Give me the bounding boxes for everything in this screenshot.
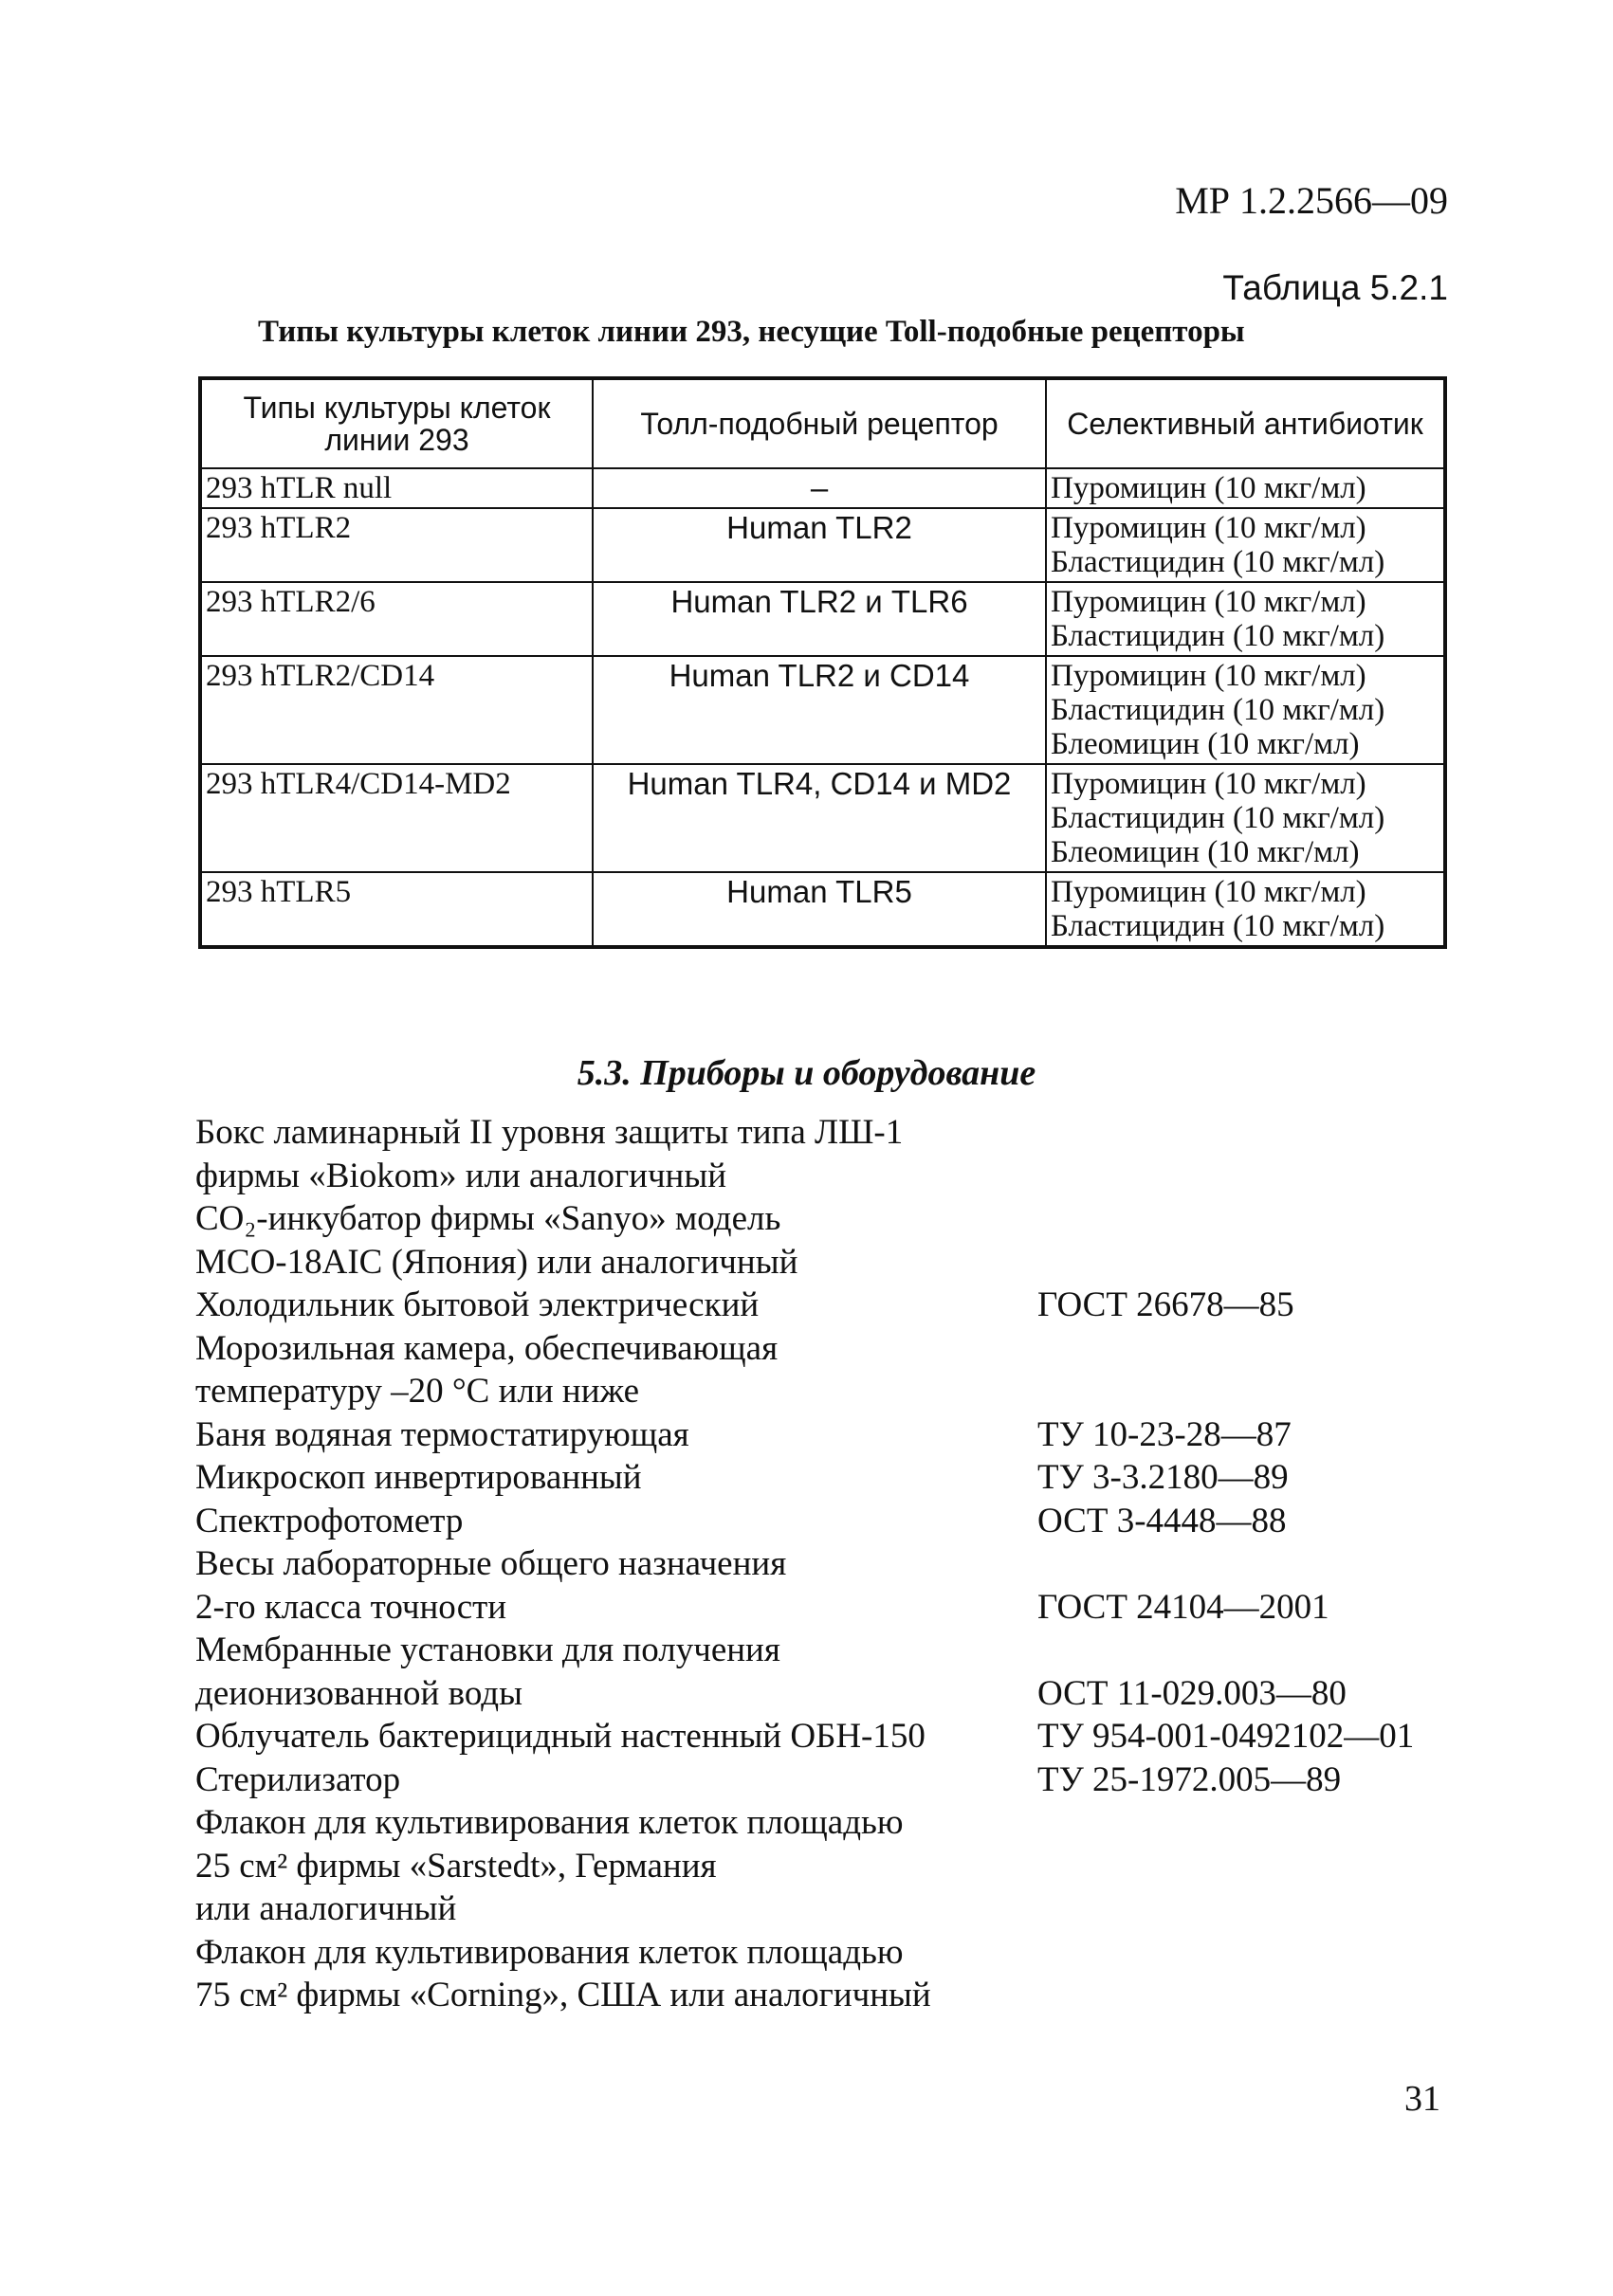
equipment-standard: ОСТ 11-029.003—80 <box>1037 1673 1347 1713</box>
equipment-line <box>195 1284 1523 1327</box>
antibiotic-line: Бластицидин (10 мкг/мл) <box>1051 801 1385 835</box>
equipment-line <box>195 1586 1523 1630</box>
page-number: 31 <box>1404 2079 1440 2119</box>
equipment-line <box>195 1931 1523 1975</box>
equipment-name: Стерилизатор <box>195 1759 401 1799</box>
table-title: Типы культуры клеток линии 293, несущие Toll-подобные рецепторы <box>258 315 1245 349</box>
table-number: Таблица 5.2.1 <box>1222 268 1448 307</box>
equipment-name: MCO-18AIC (Япония) или аналогичный <box>195 1242 798 1282</box>
cell-antibiotic <box>1046 508 1445 582</box>
cell-receptor: Human TLR2 и CD14 <box>593 656 1046 764</box>
equipment-name: Флакон для культивирования клеток площадью <box>195 1932 904 1972</box>
equipment-name: 75 см² фирмы «Corning», США или аналогичный <box>195 1976 931 2014</box>
equipment-standard: ГОСТ 24104—2001 <box>1037 1587 1329 1627</box>
equipment-line <box>195 1456 1523 1500</box>
equipment-line <box>195 1197 1523 1241</box>
antibiotic-line: Блеомицин (10 мкг/мл) <box>1051 727 1360 761</box>
equipment-standard: ОСТ 3-4448—88 <box>1037 1501 1287 1540</box>
cell-antibiotic <box>1046 656 1445 764</box>
table-header-row <box>200 378 1445 468</box>
equipment-standard: ТУ 954-001-0492102—01 <box>1037 1717 1415 1756</box>
equipment-line <box>195 1887 1523 1931</box>
cell-type: 293 hTLR5 <box>200 872 593 947</box>
equipment-standard: ТУ 3-3.2180—89 <box>1037 1458 1289 1497</box>
cell-antibiotic <box>1046 468 1445 508</box>
equipment-line <box>195 1629 1523 1672</box>
equipment-name: температуру –20 °С или ниже <box>195 1372 640 1411</box>
antibiotic-line: Бластицидин (10 мкг/мл) <box>1051 619 1385 653</box>
cell-receptor: Human TLR2 и TLR6 <box>593 582 1046 656</box>
cell-type: 293 hTLR4/CD14-MD2 <box>200 764 593 872</box>
equipment-name: Облучатель бактерицидный настенный ОБН-150 <box>195 1717 926 1756</box>
cell-types-table <box>198 376 1447 949</box>
equipment-standard: ТУ 10-23-28—87 <box>1037 1414 1292 1454</box>
cell-type: 293 hTLR2 <box>200 508 593 582</box>
cell-antibiotic <box>1046 872 1445 947</box>
equipment-line <box>195 1111 1523 1155</box>
antibiotic-line: Пуромицин (10 мкг/мл) <box>1051 659 1366 693</box>
equipment-line <box>195 1542 1523 1586</box>
table-row <box>200 764 1445 872</box>
equipment-line <box>195 1155 1523 1198</box>
equipment-name: Флакон для культивирования клеток площадью <box>195 1803 904 1842</box>
equipment-standard: ТУ 25-1972.005—89 <box>1037 1759 1342 1799</box>
equipment-name: 2-го класса точности <box>195 1587 507 1627</box>
equipment-name: Баня водяная термостатирующая <box>195 1414 689 1454</box>
header-cell-receptor: Толл-подобный рецептор <box>593 378 1046 468</box>
table-row <box>200 468 1445 508</box>
document-code: МР 1.2.2566—09 <box>1175 179 1448 222</box>
equipment-name: CO₂-инкубатор фирмы «Sanyo» модель <box>195 1199 781 1238</box>
equipment-name: деионизованной воды <box>195 1673 522 1713</box>
table-row <box>200 582 1445 656</box>
equipment-name: 25 см² фирмы «Sarstedt», Германия <box>195 1846 717 1886</box>
equipment-line <box>195 1370 1523 1413</box>
equipment-list <box>195 1111 1523 2017</box>
table-row <box>200 656 1445 764</box>
antibiotic-line: Пуромицин (10 мкг/мл) <box>1051 585 1366 619</box>
equipment-line <box>195 1413 1523 1457</box>
equipment-name: Спектрофотометр <box>195 1501 464 1540</box>
equipment-line <box>195 1241 1523 1285</box>
cell-receptor: Human TLR2 <box>593 508 1046 582</box>
antibiotic-line: Пуромицин (10 мкг/мл) <box>1051 471 1366 505</box>
equipment-line <box>195 1500 1523 1543</box>
equipment-line <box>195 1715 1523 1758</box>
equipment-line <box>195 1801 1523 1845</box>
antibiotic-line: Блеомицин (10 мкг/мл) <box>1051 835 1360 869</box>
equipment-name: фирмы «Biokom» или аналогичный <box>195 1156 727 1195</box>
equipment-line <box>195 1327 1523 1371</box>
antibiotic-line: Бластицидин (10 мкг/мл) <box>1051 545 1385 579</box>
equipment-name: Бокс ламинарный II уровня защиты типа ЛШ-1 <box>195 1113 904 1152</box>
equipment-name: Морозильная камера, обеспечивающая <box>195 1328 779 1368</box>
antibiotic-line: Пуромицин (10 мкг/мл) <box>1051 511 1366 545</box>
equipment-line <box>195 1758 1523 1802</box>
equipment-name: Мембранные установки для получения <box>195 1631 780 1669</box>
equipment-name: или аналогичный <box>195 1889 457 1928</box>
equipment-standard: ГОСТ 26678—85 <box>1037 1285 1294 1324</box>
equipment-name: Микроскоп инвертированный <box>195 1458 642 1497</box>
cell-receptor: Human TLR4, CD14 и MD2 <box>593 764 1046 872</box>
antibiotic-line: Пуромицин (10 мкг/мл) <box>1051 875 1366 909</box>
header-cell-antibiotic: Селективный антибиотик <box>1046 378 1445 468</box>
antibiotic-line: Бластицидин (10 мкг/мл) <box>1051 909 1385 943</box>
equipment-line <box>195 1845 1523 1888</box>
section-title: 5.3. Приборы и оборудование <box>577 1053 1036 1093</box>
table-row <box>200 872 1445 947</box>
equipment-name: Весы лабораторные общего назначения <box>195 1544 787 1583</box>
cell-receptor: Human TLR5 <box>593 872 1046 947</box>
header-cell-type: Типы культуры клеток линии 293 <box>200 378 593 468</box>
equipment-name: Холодильник бытовой электрический <box>195 1285 760 1324</box>
table-row <box>200 508 1445 582</box>
cell-type: 293 hTLR2/6 <box>200 582 593 656</box>
equipment-line <box>195 1672 1523 1716</box>
cell-type: 293 hTLR2/CD14 <box>200 656 593 764</box>
cell-antibiotic <box>1046 764 1445 872</box>
equipment-line <box>195 1974 1523 2017</box>
antibiotic-line: Пуромицин (10 мкг/мл) <box>1051 767 1366 801</box>
cell-receptor: – <box>593 468 1046 508</box>
cell-type: 293 hTLR null <box>200 468 593 508</box>
antibiotic-line: Бластицидин (10 мкг/мл) <box>1051 693 1385 727</box>
cell-antibiotic <box>1046 582 1445 656</box>
